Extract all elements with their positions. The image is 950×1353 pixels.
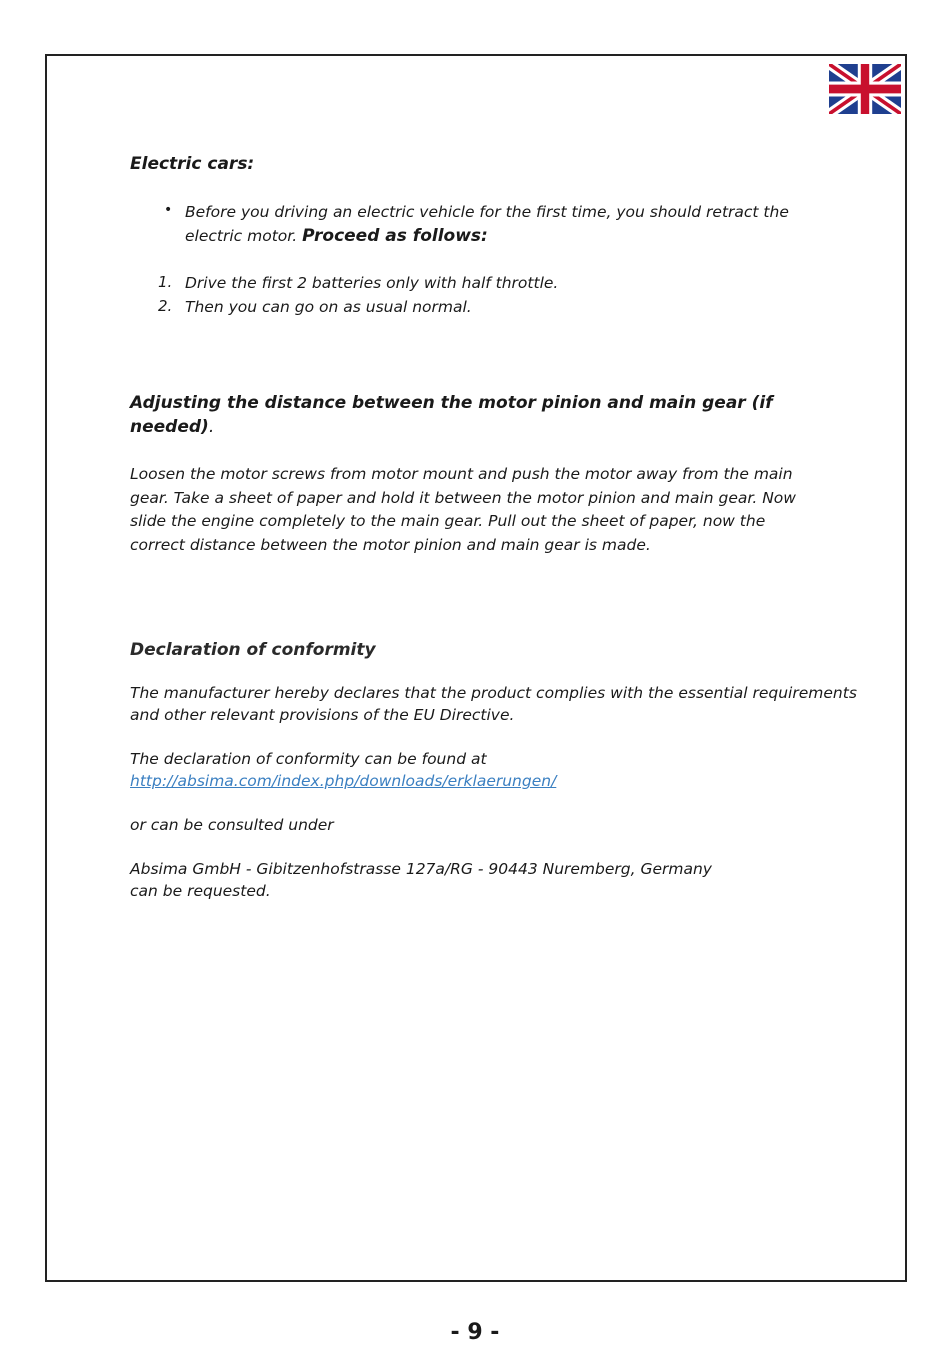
electric-cars-heading: Electric cars: — [130, 154, 255, 174]
adjusting-heading-text: Adjusting the distance between the motor pinion and main gear (if needed) — [130, 393, 773, 437]
uk-flag-icon — [829, 64, 901, 114]
page-number: - 9 - — [450, 1320, 500, 1345]
step-2-text: Then you can go on as usual normal. — [185, 298, 472, 316]
declaration-para2: The declaration of conformity can be found at — [130, 750, 487, 768]
declaration-heading: Declaration of conformity — [130, 640, 376, 660]
step-1-text: Drive the first 2 batteries only with half throttle. — [185, 274, 559, 292]
bullet-text: Before you driving an electric vehicle for the first time, you should retract the electric motor. — [185, 203, 789, 245]
bullet-marker: • — [164, 202, 173, 218]
adjusting-body: Loosen the motor screws from motor mount and push the motor away from the main gear. Take a sheet of paper and hold it between the motor pinion and main gear. Now slide the engine completely to the main gear. Pull out the sheet of paper, now the correct distance between the motor pinion and main gear is made. — [130, 465, 796, 554]
declaration-para3: or can be consulted under — [130, 816, 334, 834]
company-address-2: can be requested. — [130, 882, 271, 900]
adjusting-heading-suffix: . — [208, 417, 215, 437]
adjusting-heading — [130, 391, 790, 439]
proceed-as-follows: Proceed as follows: — [302, 225, 488, 246]
step-1-number: 1. — [158, 273, 173, 291]
step-2-number: 2. — [158, 297, 173, 315]
declaration-link[interactable]: http://absima.com/index.php/downloads/erklaerungen/ — [130, 772, 557, 790]
electric-bullet-text — [185, 201, 825, 248]
declaration-para1: The manufacturer hereby declares that the product complies with the essential requirements and other relevant provisions of the EU Directive. — [130, 684, 857, 724]
company-address: Absima GmbH - Gibitzenhofstrasse 127a/RG - 90443 Nuremberg, Germany — [130, 860, 712, 878]
